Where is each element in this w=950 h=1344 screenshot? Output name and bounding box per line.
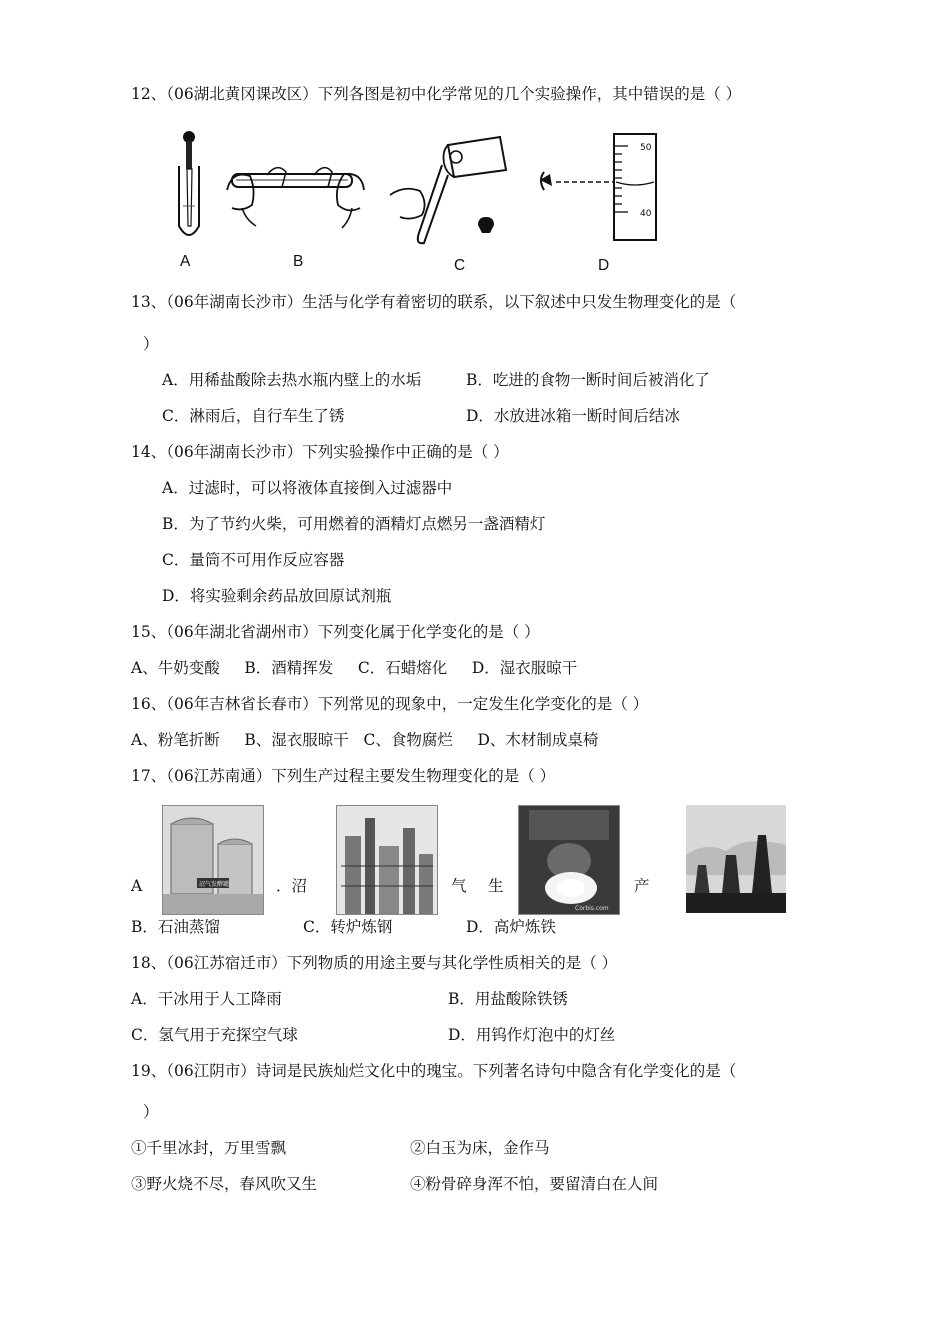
q18-option-d: D．用钨作灯泡中的灯丝	[448, 1026, 616, 1044]
q13-stem: 13、（06年湖南长沙市）生活与化学有着密切的联系，以下叙述中只发生物理变化的是（	[131, 293, 737, 311]
q14-option-a: A．过滤时，可以将液体直接倒入过滤器中	[162, 479, 453, 497]
q17-frag-sheng: 生	[488, 877, 504, 895]
q13-option-c: C．淋雨后，自行车生了锈	[162, 407, 345, 425]
q12-label-b: B	[293, 253, 304, 270]
q12-figure-d	[528, 130, 663, 245]
q13-option-b: B．吃进的食物一断时间后被消化了	[466, 371, 710, 389]
q12-label-d: D	[598, 257, 610, 274]
q12-figure-b	[222, 150, 372, 230]
q19-option-1: ①千里冰封，万里雪飘	[131, 1139, 287, 1157]
q18-option-b: B．用盐酸除铁锈	[448, 990, 568, 1008]
refinery-photo	[336, 805, 438, 915]
q18-option-a: A．干冰用于人工降雨	[131, 990, 282, 1008]
q18-option-c: C．氢气用于充探空气球	[131, 1026, 298, 1044]
steel-converter-photo	[518, 805, 620, 915]
q13-option-a: A．用稀盐酸除去热水瓶内壁上的水垢	[162, 371, 422, 389]
cylinder-tick-40: 40	[640, 209, 652, 219]
q14-stem: 14、（06年湖南长沙市）下列实验操作中正确的是（ ）	[131, 443, 509, 461]
biogas-tank-photo	[162, 805, 264, 915]
q15-stem: 15、（06年湖北省湖州市）下列变化属于化学变化的是（ ）	[131, 623, 540, 641]
blast-furnace-photo	[686, 805, 786, 913]
q18-stem: 18、（06江苏宿迁市）下列物质的用途主要与其化学性质相关的是（ ）	[131, 954, 618, 972]
q12-label-a: A	[180, 253, 191, 270]
q13-stem-cont: ）	[143, 335, 159, 353]
q19-option-3: ③野火烧不尽，春风吹又生	[131, 1175, 318, 1193]
q19-stem: 19、（06江阴市）诗词是民族灿烂文化中的瑰宝。下列著名诗句中隐含有化学变化的是（	[131, 1062, 737, 1080]
q17-option-b: B．石油蒸馏	[131, 918, 220, 936]
q19-option-2: ②白玉为床，金作马	[410, 1139, 550, 1157]
q14-option-c: C．量筒不可用作反应容器	[162, 551, 345, 569]
q15-options: A、牛奶变酸 B．酒精挥发 C．石蜡熔化 D．湿衣服晾干	[131, 659, 578, 677]
q17-option-d: D．高炉炼铁	[466, 918, 556, 936]
q17-frag-a: A	[131, 877, 143, 895]
biogas-sign-text: 沼气发酵罐	[199, 881, 230, 888]
q17-frag-zhao: ．沼	[276, 877, 308, 895]
q17-option-c: C．转炉炼钢	[303, 918, 393, 936]
q14-option-d: D．将实验剩余药品放回原试剂瓶	[162, 587, 392, 605]
q14-option-b: B．为了节约火柴，可用燃着的酒精灯点燃另一盏酒精灯	[162, 515, 546, 533]
q19-option-4: ④粉骨碎身浑不怕，要留清白在人间	[410, 1175, 659, 1193]
q17-stem: 17、（06江苏南通）下列生产过程主要发生物理变化的是（ ）	[131, 767, 556, 785]
q16-options: A、粉笔折断 B、湿衣服晾干 C、食物腐烂 D、木材制成桌椅	[131, 731, 599, 749]
q19-stem-cont: ）	[143, 1103, 159, 1121]
q17-frag-chan: 产	[634, 877, 650, 895]
q12-figure-a	[168, 126, 218, 241]
q16-stem: 16、（06年吉林省长春市）下列常见的现象中，一定发生化学变化的是（ ）	[131, 695, 649, 713]
cylinder-tick-50: 50	[640, 143, 652, 153]
q12-stem: 12、（06湖北黄冈课改区）下列各图是初中化学常见的几个实验操作，其中错误的是（ ）	[131, 85, 742, 103]
q12-figure-c	[380, 125, 515, 250]
q12-label-c: C	[454, 257, 466, 274]
photo-watermark: Corbis.com	[575, 905, 609, 912]
q13-option-d: D．水放进冰箱一断时间后结冰	[466, 407, 680, 425]
q17-frag-qi: 气	[451, 877, 467, 895]
